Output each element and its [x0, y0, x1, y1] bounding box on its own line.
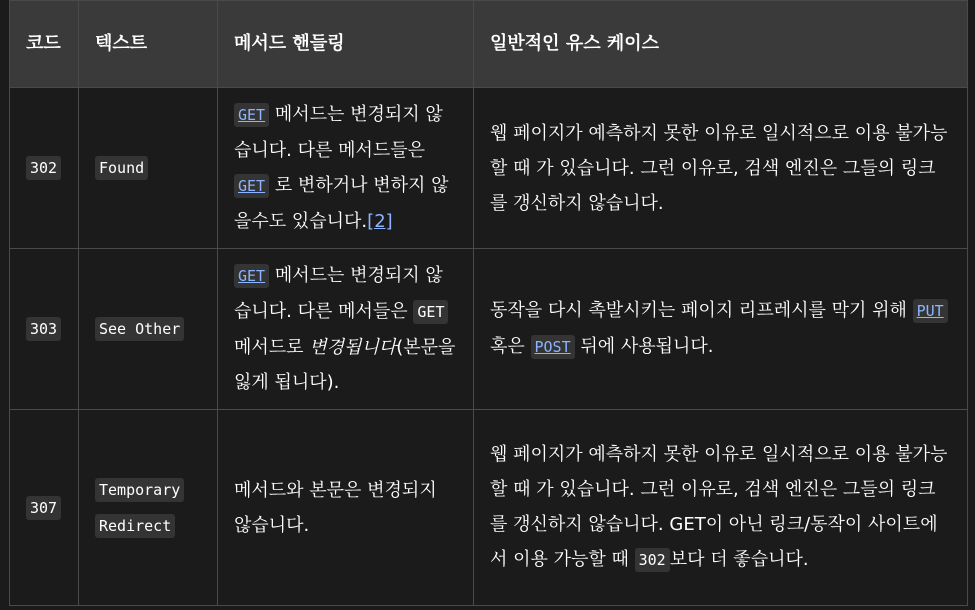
- method-text: 메서드는 변경되지 않습니다. 다른 메서드들은: [234, 104, 443, 161]
- cell-text: [79, 88, 218, 249]
- usecase-text: 혹은: [490, 336, 531, 357]
- table-row: [10, 249, 968, 410]
- status-code-table: [9, 0, 968, 606]
- usecase-text: 보다 더 좋습니다.: [669, 549, 809, 570]
- cell-method: 메서드와 본문은 변경되지 않습니다.: [218, 410, 474, 606]
- footnote-link[interactable]: [2]: [367, 211, 393, 232]
- usecase-text: 웹 페이지가 예측하지 못한 이유로 일시적으로 이용 불가능할 때 가 있습니다. 그런 이유로, 검색 엔진은 그들의 링크를 갱신하지 않습니다. GET이 아닌 링크/동작이 사이트에서 이용 가능할 때: [490, 444, 948, 570]
- cell-code: [10, 410, 79, 606]
- method-text: (본문을 잃게 됩니다).: [234, 337, 456, 393]
- get-method-link[interactable]: GET: [234, 174, 269, 198]
- usecase-text: 동작을 다시 촉발시키는 페이지 리프레시를 막기 위해: [490, 300, 913, 321]
- header-method: 메서드 핸들링: [218, 1, 474, 88]
- get-method-link[interactable]: GET: [234, 103, 269, 127]
- cell-usecase: 웹 페이지가 예측하지 못한 이유로 일시적으로 이용 불가능할 때 가 있습니다. 그런 이유로, 검색 엔진은 그들의 링크를 갱신하지 않습니다.: [474, 88, 968, 249]
- header-text: 텍스트: [79, 1, 218, 88]
- cell-usecase: [474, 410, 968, 606]
- method-text: 메서드로: [234, 337, 310, 358]
- method-text: 메서드는 변경되지 않습니다. 다른 메서들은: [234, 265, 443, 322]
- post-method-link[interactable]: POST: [531, 335, 575, 359]
- status-code: 307: [26, 496, 61, 520]
- status-text: Redirect: [95, 514, 175, 538]
- put-method-link[interactable]: PUT: [913, 299, 948, 323]
- get-method-code: GET: [413, 300, 448, 324]
- get-method-link[interactable]: GET: [234, 264, 269, 288]
- header-usecase: 일반적인 유스 케이스: [474, 1, 968, 88]
- table-row: [10, 410, 968, 606]
- cell-text: [79, 249, 218, 410]
- cell-method: [218, 88, 474, 249]
- method-text: 로 변하거나 변하지 않을수도 있습니다.: [234, 175, 449, 232]
- status-code-inline: 302: [635, 548, 670, 572]
- cell-code: [10, 88, 79, 249]
- cell-usecase: [474, 249, 968, 410]
- status-code: 303: [26, 317, 61, 341]
- status-code: 302: [26, 156, 61, 180]
- table-row: [10, 88, 968, 249]
- cell-code: [10, 249, 79, 410]
- status-text: Temporary: [95, 478, 184, 502]
- status-text: See Other: [95, 317, 184, 341]
- cell-text: [79, 410, 218, 606]
- usecase-text: 뒤에 사용됩니다.: [574, 336, 714, 357]
- method-emphasis: 변경됩니다: [309, 337, 397, 358]
- status-text: Found: [95, 156, 148, 180]
- cell-method: [218, 249, 474, 410]
- table-header-row: [10, 1, 968, 88]
- header-code: 코드: [10, 1, 79, 88]
